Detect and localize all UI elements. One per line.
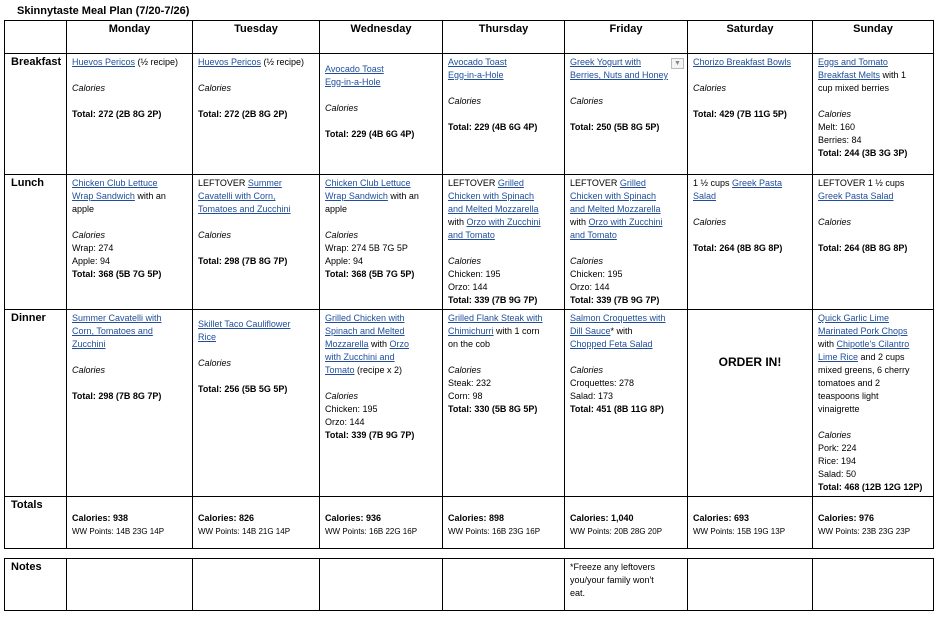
totals-friday: Calories: 1,040 WW Points: 20B 28G 20P <box>565 497 688 549</box>
recipe-link[interactable]: and Tomato <box>448 230 495 240</box>
recipe-link[interactable]: Greek Pasta <box>732 178 783 188</box>
recipe-link[interactable]: Orzo with Zucchini <box>588 217 663 227</box>
recipe-link[interactable]: Huevos Pericos <box>198 57 262 67</box>
day-header-saturday: Saturday <box>688 21 813 54</box>
recipe-link[interactable]: Rice <box>198 332 217 342</box>
recipe-link[interactable]: Marinated Pork Chops <box>818 326 908 336</box>
totals-monday: Calories: 938 WW Points: 14B 23G 14P <box>67 497 193 549</box>
recipe-link[interactable]: Grilled Flank Steak with <box>448 313 543 323</box>
recipe-link[interactable]: Eggs and Tomato <box>818 57 888 67</box>
lunch-monday: Chicken Club Lettuce Wrap Sandwich with an apple Calories Wrap: 274 Apple: 94 Total: 368 (5B 7G 5P) <box>67 175 193 310</box>
dinner-friday: Salmon Croquettes with Dill Sauce* with Chopped Feta Salad Calories Croquettes: 278 Salad: 173 Total: 451 (8B 11G 8P) <box>565 310 688 497</box>
row-label-dinner: Dinner <box>5 310 67 497</box>
recipe-link[interactable]: Wrap Sandwich <box>325 191 388 201</box>
dinner-sunday: Quick Garlic Lime Marinated Pork Chops with Chipotle's Cilantro Lime Rice and 2 cups mixed greens, 6 cherry tomatoes and 2 teaspoons light vinaigrette Calories Pork: 224 Rice: 194 Salad: 50 Total: 468 (12B 12G 12P) <box>813 310 934 497</box>
recipe-link[interactable]: Tomato <box>325 365 355 375</box>
totals-thursday: Calories: 898 WW Points: 16B 23G 16P <box>443 497 565 549</box>
day-header-wednesday: Wednesday <box>320 21 443 54</box>
breakfast-friday: ▼ Greek Yogurt with Berries, Nuts and Honey Calories Total: 250 (5B 8G 5P) <box>565 54 688 175</box>
breakfast-wednesday: Avocado Toast Egg-in-a-Hole Calories Total: 229 (4B 6G 4P) <box>320 54 443 175</box>
recipe-link[interactable]: Huevos Pericos <box>72 57 136 67</box>
recipe-link[interactable]: Egg-in-a-Hole <box>325 77 381 87</box>
totals-row <box>5 497 934 549</box>
recipe-link[interactable]: Grilled <box>497 178 524 188</box>
row-label-breakfast: Breakfast <box>5 54 67 175</box>
recipe-link[interactable]: Summer Cavatelli with <box>72 313 162 323</box>
recipe-link[interactable]: Chorizo Breakfast Bowls <box>693 57 792 67</box>
notes-row <box>5 559 934 611</box>
recipe-link[interactable]: Orzo with Zucchini <box>466 217 541 227</box>
breakfast-monday: Huevos Pericos (½ recipe) Calories Total: 272 (2B 8G 2P) <box>67 54 193 175</box>
recipe-link[interactable]: Wrap Sandwich <box>72 191 135 201</box>
recipe-link[interactable]: Summer <box>247 178 282 188</box>
recipe-link[interactable]: with Zucchini and <box>325 352 395 362</box>
order-in-label: ORDER IN! <box>718 355 782 369</box>
recipe-link[interactable]: Chicken Club Lettuce <box>325 178 411 188</box>
row-label-totals: Totals <box>5 497 67 549</box>
breakfast-sunday: Eggs and Tomato Breakfast Melts with 1 cup mixed berries Calories Melt: 160 Berries: 84 Total: 244 (3B 3G 3P) <box>813 54 934 175</box>
recipe-link[interactable]: Corn, Tomatoes and <box>72 326 153 336</box>
breakfast-thursday: Avocado Toast Egg-in-a-Hole Calories Total: 229 (4B 6G 4P) <box>443 54 565 175</box>
recipe-link[interactable]: and Melted Mozzarella <box>448 204 539 214</box>
day-header-sunday: Sunday <box>813 21 934 54</box>
recipe-link[interactable]: Mozzarella <box>325 339 369 349</box>
day-header-tuesday: Tuesday <box>193 21 320 54</box>
recipe-link[interactable]: Greek Yogurt with <box>570 57 642 67</box>
day-header-monday: Monday <box>67 21 193 54</box>
recipe-link[interactable]: Grilled Chicken with <box>325 313 405 323</box>
recipe-link[interactable]: Grilled <box>619 178 646 188</box>
recipe-link[interactable]: Salmon Croquettes with <box>570 313 666 323</box>
dinner-thursday: Grilled Flank Steak with Chimichurri with 1 corn on the cob Calories Steak: 232 Corn: 98 Total: 330 (5B 8G 5P) <box>443 310 565 497</box>
lunch-row <box>5 175 934 310</box>
recipe-link[interactable]: Chicken with Spinach <box>570 191 657 201</box>
recipe-link[interactable]: Greek Pasta Salad <box>818 191 894 201</box>
notes-saturday[interactable] <box>688 559 813 611</box>
recipe-link[interactable]: Orzo <box>389 339 410 349</box>
recipe-link[interactable]: Egg-in-a-Hole <box>448 70 504 80</box>
notes-sunday[interactable] <box>813 559 934 611</box>
recipe-link[interactable]: Skillet Taco Cauliflower <box>198 319 291 329</box>
dinner-monday: Summer Cavatelli with Corn, Tomatoes and Zucchini Calories Total: 298 (7B 8G 7P) <box>67 310 193 497</box>
notes-friday[interactable]: *Freeze any leftovers you/your family won't eat. <box>565 559 688 611</box>
recipe-link[interactable]: Berries, Nuts and Honey <box>570 70 669 80</box>
notes-thursday[interactable] <box>443 559 565 611</box>
recipe-link[interactable]: Dill Sauce <box>570 326 611 336</box>
row-label-notes: Notes <box>5 559 67 611</box>
breakfast-tuesday: Huevos Pericos (½ recipe) Calories Total: 272 (2B 8G 2P) <box>193 54 320 175</box>
lunch-thursday: LEFTOVER Grilled Chicken with Spinach and Melted Mozzarella with Orzo with Zucchini and Tomato Calories Chicken: 195 Orzo: 144 Total: 339 (7B 9G 7P) <box>443 175 565 310</box>
recipe-link[interactable]: Chopped Feta Salad <box>570 339 653 349</box>
dinner-tuesday: Skillet Taco Cauliflower Rice Calories Total: 256 (5B 5G 5P) <box>193 310 320 497</box>
recipe-link[interactable]: Zucchini <box>72 339 106 349</box>
recipe-link[interactable]: Cavatelli with Corn, <box>198 191 276 201</box>
notes-monday[interactable] <box>67 559 193 611</box>
recipe-link[interactable]: Avocado Toast <box>448 57 507 67</box>
totals-sunday: Calories: 976 WW Points: 23B 23G 23P <box>813 497 934 549</box>
meal-plan-table <box>4 20 934 549</box>
recipe-link[interactable]: Chimichurri <box>448 326 494 336</box>
recipe-link[interactable]: Lime Rice <box>818 352 859 362</box>
recipe-link[interactable]: Quick Garlic Lime <box>818 313 890 323</box>
lunch-wednesday: Chicken Club Lettuce Wrap Sandwich with an apple Calories Wrap: 274 5B 7G 5P Apple: 94 Total: 368 (5B 7G 5P) <box>320 175 443 310</box>
totals-tuesday: Calories: 826 WW Points: 14B 21G 14P <box>193 497 320 549</box>
recipe-link[interactable]: Chicken with Spinach <box>448 191 535 201</box>
recipe-link[interactable]: Breakfast Melts <box>818 70 881 80</box>
row-label-lunch: Lunch <box>5 175 67 310</box>
day-header-thursday: Thursday <box>443 21 565 54</box>
breakfast-row <box>5 54 934 175</box>
lunch-tuesday: LEFTOVER Summer Cavatelli with Corn, Tomatoes and Zucchini Calories Total: 298 (7B 8G 7P) <box>193 175 320 310</box>
recipe-link[interactable]: Salad <box>693 191 717 201</box>
notes-tuesday[interactable] <box>193 559 320 611</box>
lunch-sunday: LEFTOVER 1 ½ cups Greek Pasta Salad Calories Total: 264 (8B 8G 8P) <box>813 175 934 310</box>
dinner-wednesday: Grilled Chicken with Spinach and Melted Mozzarella with Orzo with Zucchini and Tomato (recipe x 2) Calories Chicken: 195 Orzo: 144 Total: 339 (7B 9G 7P) <box>320 310 443 497</box>
header-row <box>5 21 934 54</box>
lunch-friday: LEFTOVER Grilled Chicken with Spinach and Melted Mozzarella with Orzo with Zucchini and Tomato Calories Chicken: 195 Orzo: 144 Total: 339 (7B 9G 7P) <box>565 175 688 310</box>
dinner-saturday <box>688 310 813 497</box>
totals-wednesday: Calories: 936 WW Points: 16B 22G 16P <box>320 497 443 549</box>
lunch-saturday: 1 ½ cups Greek Pasta Salad Calories Total: 264 (8B 8G 8P) <box>688 175 813 310</box>
dinner-row <box>5 310 934 497</box>
day-header-friday: Friday <box>565 21 688 54</box>
breakfast-saturday: Chorizo Breakfast Bowls Calories Total: 429 (7B 11G 5P) <box>688 54 813 175</box>
recipe-link[interactable]: Chipotle's Cilantro <box>836 339 910 349</box>
page-title: Skinnytaste Meal Plan (7/20-7/26) <box>17 5 190 17</box>
recipe-link[interactable]: and Tomato <box>570 230 617 240</box>
totals-saturday: Calories: 693 WW Points: 15B 19G 13P <box>688 497 813 549</box>
dropdown-arrow-icon[interactable]: ▼ <box>671 58 684 69</box>
notes-table <box>4 558 934 611</box>
recipe-link[interactable]: Tomatoes and Zucchini <box>198 204 291 214</box>
notes-wednesday[interactable] <box>320 559 443 611</box>
recipe-link[interactable]: and Melted Mozzarella <box>570 204 661 214</box>
recipe-link[interactable]: Chicken Club Lettuce <box>72 178 158 188</box>
corner-cell <box>5 21 67 54</box>
recipe-link[interactable]: Avocado Toast <box>325 64 384 74</box>
recipe-link[interactable]: Spinach and Melted <box>325 326 405 336</box>
